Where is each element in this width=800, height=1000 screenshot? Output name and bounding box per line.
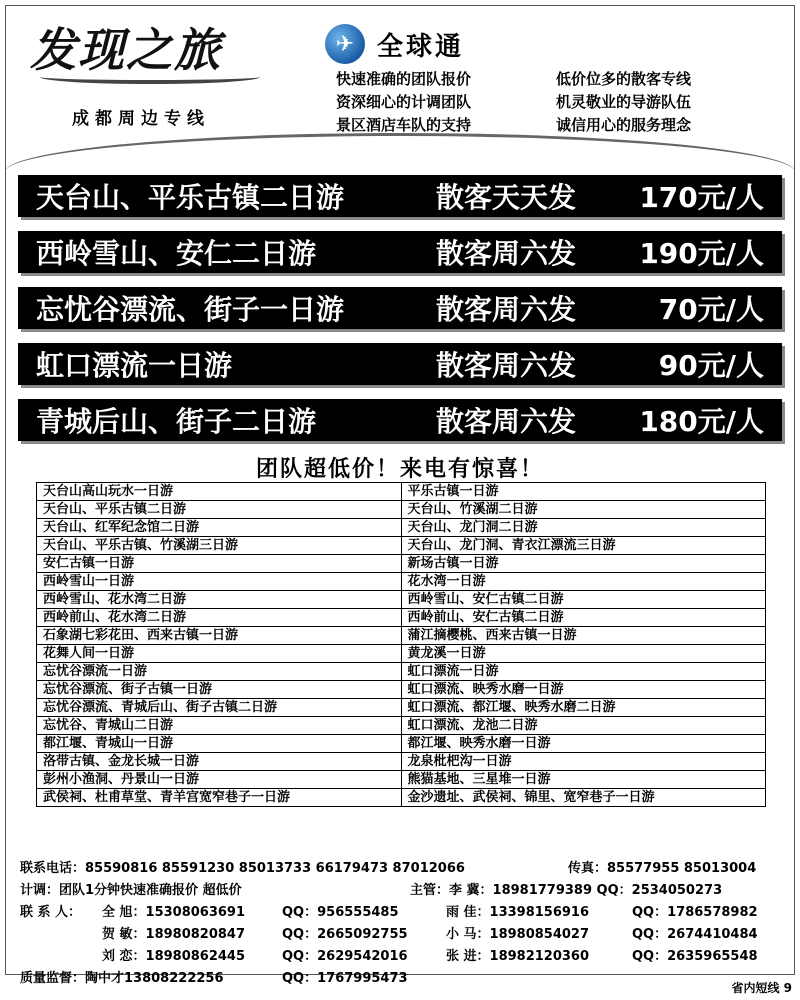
airplane-globe-icon: ✈	[325, 24, 365, 64]
slogans	[336, 68, 776, 135]
banner-price: 180元/人	[639, 405, 764, 438]
logo-swoosh	[40, 70, 260, 84]
contact-qq: QQ：956555485	[282, 905, 399, 920]
route-cell: 安仁古镇一日游	[37, 555, 402, 573]
route-cell: 天台山、竹溪湖二日游	[401, 501, 766, 519]
banner-route: 虹口漂流一日游	[36, 349, 233, 382]
table-row	[37, 771, 766, 789]
table-row	[37, 573, 766, 591]
route-cell: 蒲江摘樱桃、西来古镇一日游	[401, 627, 766, 645]
table-row	[37, 609, 766, 627]
table-row	[37, 753, 766, 771]
contact-name: 张 进：18982120360	[446, 949, 590, 964]
slogan: 景区酒店车队的支持	[336, 116, 472, 134]
route-cell: 熊猫基地、三星堆一日游	[401, 771, 766, 789]
route-cell: 武侯祠、杜甫草堂、青羊宫宽窄巷子一日游	[37, 789, 402, 807]
slogan: 资深细心的计调团队	[336, 93, 472, 111]
phone-numbers: 联系电话：85590816 85591230 85013733 66179473 87012066	[20, 861, 465, 876]
table-row	[37, 591, 766, 609]
route-cell: 天台山高山玩水一日游	[37, 483, 402, 501]
table-row	[37, 501, 766, 519]
banner-schedule: 散客周六发	[436, 405, 577, 438]
route-cell: 石象湖七彩花田、西来古镇一日游	[37, 627, 402, 645]
banner-list	[18, 175, 782, 455]
contact-name: 雨 佳：13398156916	[446, 905, 590, 920]
contact-name: 刘 恋：18980862445	[102, 949, 246, 964]
dispatch-note: 计调：团队1分钟快速准确报价 超低价	[20, 883, 242, 898]
route-cell: 黄龙溪一日游	[401, 645, 766, 663]
route-cell: 彭州小渔洞、丹景山一日游	[37, 771, 402, 789]
slogan: 诚信用心的服务理念	[556, 116, 692, 134]
contact-qq: QQ：2629542016	[282, 949, 408, 964]
slogan: 低价位多的散客专线	[556, 70, 692, 88]
route-table	[36, 482, 766, 807]
subtitle: 成都周边专线	[72, 109, 210, 129]
contact-name: 贺 敏：18980820847	[102, 927, 246, 942]
route-cell: 虹口漂流、龙池二日游	[401, 717, 766, 735]
route-cell: 西岭雪山、安仁古镇二日游	[401, 591, 766, 609]
banner-schedule: 散客天天发	[436, 181, 577, 214]
banner	[18, 287, 782, 329]
route-cell: 都江堰、青城山一日游	[37, 735, 402, 753]
route-cell: 天台山、平乐古镇二日游	[37, 501, 402, 519]
route-cell: 龙泉枇杷沟一日游	[401, 753, 766, 771]
banner	[18, 175, 782, 217]
slogan: 机灵敬业的导游队伍	[556, 93, 692, 111]
page-number: 省内短线 9	[731, 981, 792, 995]
route-cell: 花水湾一日游	[401, 573, 766, 591]
banner-price: 90元/人	[658, 349, 764, 382]
brand	[325, 24, 464, 64]
table-row	[37, 663, 766, 681]
route-cell: 洛带古镇、金龙长城一日游	[37, 753, 402, 771]
route-cell: 都江堰、映秀水磨一日游	[401, 735, 766, 753]
route-cell: 虹口漂流、映秀水磨一日游	[401, 681, 766, 699]
supervision-qq: QQ：1767995473	[282, 971, 408, 986]
table-row	[37, 537, 766, 555]
route-cell: 天台山、龙门洞、青衣江漂流三日游	[401, 537, 766, 555]
manager-contact: 主管：李 冀：18981779389 QQ：2534050273	[410, 883, 723, 898]
route-cell: 忘忧谷漂流一日游	[37, 663, 402, 681]
brand-name: 全球通	[377, 31, 465, 62]
banner-schedule: 散客周六发	[436, 237, 577, 270]
banner-price: 190元/人	[639, 237, 764, 270]
banner-price: 70元/人	[658, 293, 764, 326]
banner	[18, 399, 782, 441]
route-cell: 忘忧谷漂流、青城后山、街子古镇二日游	[37, 699, 402, 717]
table-row	[37, 681, 766, 699]
table-row	[37, 735, 766, 753]
quality-supervision: 质量监督：陶中才13808222256	[20, 971, 224, 986]
slogan: 快速准确的团队报价	[336, 70, 472, 88]
route-cell: 西岭前山、安仁古镇二日游	[401, 609, 766, 627]
contact-name: 全 旭：15308063691	[102, 905, 246, 920]
logo-text: 发现之旅	[30, 23, 222, 77]
contact-name: 小 马：18980854027	[446, 927, 590, 942]
route-cell: 西岭雪山一日游	[37, 573, 402, 591]
route-cell: 忘忧谷、青城山二日游	[37, 717, 402, 735]
table-row	[37, 555, 766, 573]
banner	[18, 343, 782, 385]
banner	[18, 231, 782, 273]
banner-route: 忘忧谷漂流、街子一日游	[36, 293, 345, 326]
banner-route: 天台山、平乐古镇二日游	[36, 181, 345, 214]
contact-qq: QQ：2674410484	[632, 927, 758, 942]
route-cell: 忘忧谷漂流、街子古镇一日游	[37, 681, 402, 699]
promo-headline: 团队超低价！来电有惊喜！	[255, 457, 544, 482]
table-row	[37, 483, 766, 501]
route-cell: 天台山、平乐古镇、竹溪湖三日游	[37, 537, 402, 555]
banner-route: 西岭雪山、安仁二日游	[36, 237, 317, 270]
route-cell: 花舞人间一日游	[37, 645, 402, 663]
route-cell: 天台山、龙门洞二日游	[401, 519, 766, 537]
table-row	[37, 519, 766, 537]
table-row	[37, 645, 766, 663]
contact-qq: QQ：2635965548	[632, 949, 758, 964]
route-cell: 新场古镇一日游	[401, 555, 766, 573]
route-cell: 西岭前山、花水湾二日游	[37, 609, 402, 627]
contact-qq: QQ：2665092755	[282, 927, 408, 942]
table-row	[37, 699, 766, 717]
contact-qq: QQ：1786578982	[632, 905, 758, 920]
table-row	[37, 627, 766, 645]
route-cell: 西岭雪山、花水湾二日游	[37, 591, 402, 609]
route-cell: 虹口漂流一日游	[401, 663, 766, 681]
banner-schedule: 散客周六发	[436, 349, 577, 382]
banner-price: 170元/人	[639, 181, 764, 214]
route-cell: 平乐古镇一日游	[401, 483, 766, 501]
contacts-label: 联 系 人：	[20, 905, 82, 920]
banner-schedule: 散客周六发	[436, 293, 577, 326]
route-cell: 金沙遗址、武侯祠、锦里、宽窄巷子一日游	[401, 789, 766, 807]
table-row	[37, 789, 766, 807]
fax-numbers: 传真：85577955 85013004	[568, 861, 757, 876]
table-row	[37, 717, 766, 735]
route-cell: 天台山、红军纪念馆二日游	[37, 519, 402, 537]
banner-route: 青城后山、街子二日游	[36, 405, 317, 438]
route-cell: 虹口漂流、都江堰、映秀水磨二日游	[401, 699, 766, 717]
